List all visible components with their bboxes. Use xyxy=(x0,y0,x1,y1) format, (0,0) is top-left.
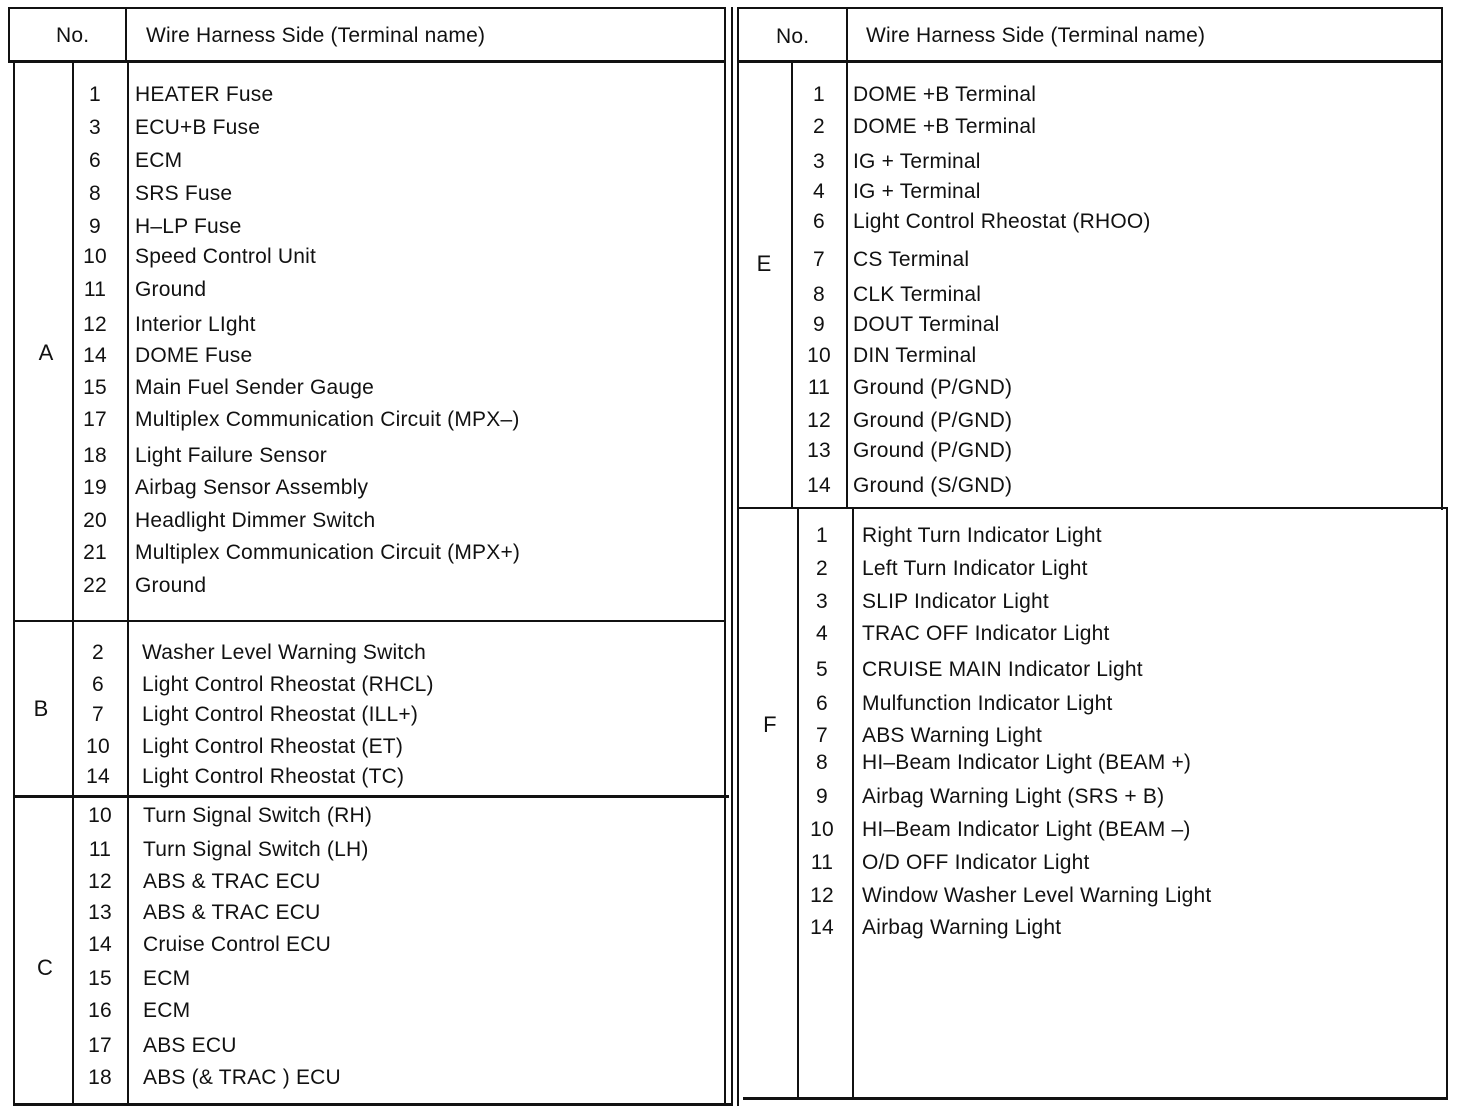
terminal-number-e-3: 3 xyxy=(813,150,825,173)
terminal-number-a-19: 19 xyxy=(83,476,107,499)
terminal-number-f-11: 11 xyxy=(810,851,834,874)
terminal-name-c-13: ABS & TRAC ECU xyxy=(143,901,321,924)
terminal-number-c-18: 18 xyxy=(88,1066,112,1089)
terminal-name-c-15: ECM xyxy=(143,967,191,990)
terminal-name-f-4: TRAC OFF Indicator Light xyxy=(862,622,1110,645)
terminal-name-e-3: IG + Terminal xyxy=(853,150,981,173)
terminal-number-a-3: 3 xyxy=(89,116,101,139)
terminal-number-f-8: 8 xyxy=(816,751,828,774)
terminal-number-b-14: 14 xyxy=(86,765,110,788)
terminal-number-c-17: 17 xyxy=(88,1034,112,1057)
terminal-number-a-8: 8 xyxy=(89,182,101,205)
terminal-name-a-22: Ground xyxy=(135,574,207,597)
right-table-border-right-lower xyxy=(1446,508,1448,1099)
left-table-header-divider xyxy=(125,7,127,63)
terminal-name-c-18: ABS (& TRAC ) ECU xyxy=(143,1066,341,1089)
terminal-number-a-14: 14 xyxy=(83,344,107,367)
terminal-name-e-4: IG + Terminal xyxy=(853,180,981,203)
terminal-number-e-12: 12 xyxy=(807,409,831,432)
terminal-number-e-1: 1 xyxy=(813,83,825,106)
terminal-name-f-12: Window Washer Level Warning Light xyxy=(862,884,1212,907)
terminal-name-a-18: Light Failure Sensor xyxy=(135,444,327,467)
terminal-number-a-12: 12 xyxy=(83,313,107,336)
group-label-c: C xyxy=(36,955,54,980)
terminal-name-f-14: Airbag Warning Light xyxy=(862,916,1062,939)
terminal-name-f-5: CRUISE MAIN Indicator Light xyxy=(862,658,1143,681)
left-table-border-right xyxy=(724,7,726,1106)
terminal-name-c-14: Cruise Control ECU xyxy=(143,933,331,956)
terminal-number-c-10: 10 xyxy=(88,804,112,827)
terminal-number-a-21: 21 xyxy=(83,541,107,564)
terminal-number-a-9: 9 xyxy=(89,215,101,238)
terminal-name-e-2: DOME +B Terminal xyxy=(853,115,1037,138)
terminal-name-f-8: HI–Beam Indicator Light (BEAM +) xyxy=(862,751,1192,774)
terminal-number-c-12: 12 xyxy=(88,870,112,893)
terminal-name-f-7: ABS Warning Light xyxy=(862,724,1043,747)
terminal-number-f-4: 4 xyxy=(816,622,828,645)
terminal-name-e-9: DOUT Terminal xyxy=(853,313,1000,336)
terminal-name-a-6: ECM xyxy=(135,149,183,172)
terminal-number-f-9: 9 xyxy=(816,785,828,808)
right-table-border-top xyxy=(737,7,1443,9)
center-double-rule-a xyxy=(731,7,733,1106)
terminal-name-a-20: Headlight Dimmer Switch xyxy=(135,509,376,532)
group-label-f: F xyxy=(763,712,777,737)
terminal-number-e-14: 14 xyxy=(807,474,831,497)
right-header-terminal-name: Wire Harness Side (Terminal name) xyxy=(866,24,1206,47)
right-table-header-rule xyxy=(737,60,1443,63)
left-header-no: No. xyxy=(56,24,90,47)
terminal-number-c-14: 14 xyxy=(88,933,112,956)
terminal-name-c-16: ECM xyxy=(143,999,191,1022)
left-table-border-bottom xyxy=(13,1103,731,1106)
terminal-name-e-13: Ground (P/GND) xyxy=(853,439,1013,462)
terminal-number-f-2: 2 xyxy=(816,557,828,580)
right-header-no: No. xyxy=(776,25,810,48)
terminal-number-c-11: 11 xyxy=(88,838,112,861)
right-table-border-bottom xyxy=(743,1097,1448,1100)
terminal-number-a-11: 11 xyxy=(83,278,107,301)
right-table-header-divider xyxy=(846,7,848,63)
terminal-number-a-10: 10 xyxy=(83,245,107,268)
terminal-number-e-8: 8 xyxy=(813,283,825,306)
terminal-number-c-13: 13 xyxy=(88,901,112,924)
terminal-name-e-12: Ground (P/GND) xyxy=(853,409,1013,432)
terminal-number-a-1: 1 xyxy=(89,83,101,106)
terminal-name-e-11: Ground (P/GND) xyxy=(853,376,1013,399)
terminal-number-b-2: 2 xyxy=(92,641,104,664)
terminal-name-a-17: Multiplex Communication Circuit (MPX–) xyxy=(135,408,520,431)
terminal-number-e-13: 13 xyxy=(807,439,831,462)
terminal-number-b-10: 10 xyxy=(86,735,110,758)
terminal-number-f-14: 14 xyxy=(810,916,834,939)
terminal-number-f-5: 5 xyxy=(816,658,828,681)
left-table-border-top xyxy=(8,7,726,9)
terminal-number-e-2: 2 xyxy=(813,115,825,138)
terminal-name-f-1: Right Turn Indicator Light xyxy=(862,524,1102,547)
terminal-name-f-2: Left Turn Indicator Light xyxy=(862,557,1088,580)
terminal-number-a-17: 17 xyxy=(83,408,107,431)
terminal-name-a-9: H–LP Fuse xyxy=(135,215,242,238)
left-table-group-rule-bc xyxy=(13,795,729,798)
terminal-number-f-7: 7 xyxy=(816,724,828,747)
terminal-name-a-3: ECU+B Fuse xyxy=(135,116,261,139)
terminal-name-c-17: ABS ECU xyxy=(143,1034,237,1057)
terminal-name-e-14: Ground (S/GND) xyxy=(853,474,1013,497)
terminal-number-c-16: 16 xyxy=(88,999,112,1022)
terminal-number-f-12: 12 xyxy=(810,884,834,907)
terminal-name-e-6: Light Control Rheostat (RHOO) xyxy=(853,210,1151,233)
terminal-number-a-15: 15 xyxy=(83,376,107,399)
terminal-name-c-10: Turn Signal Switch (RH) xyxy=(143,804,373,827)
terminal-name-a-8: SRS Fuse xyxy=(135,182,233,205)
terminal-number-f-6: 6 xyxy=(816,692,828,715)
left-table-group-rule-ab xyxy=(13,620,726,622)
terminal-name-b-6: Light Control Rheostat (RHCL) xyxy=(142,673,434,696)
terminal-name-a-11: Ground xyxy=(135,278,207,301)
terminal-name-a-1: HEATER Fuse xyxy=(135,83,274,106)
left-table-border-left-lower xyxy=(13,60,15,1106)
left-table-border-left xyxy=(8,7,10,62)
terminal-name-a-14: DOME Fuse xyxy=(135,344,253,367)
terminal-number-f-3: 3 xyxy=(816,590,828,613)
terminal-name-b-2: Washer Level Warning Switch xyxy=(142,641,426,664)
terminal-name-a-21: Multiplex Communication Circuit (MPX+) xyxy=(135,541,521,564)
terminal-name-a-19: Airbag Sensor Assembly xyxy=(135,476,369,499)
terminal-number-e-9: 9 xyxy=(813,313,825,336)
group-label-e: E xyxy=(756,251,772,276)
right-table-group-rule-ef xyxy=(737,507,1448,509)
terminal-number-e-11: 11 xyxy=(807,376,831,399)
terminal-name-e-10: DIN Terminal xyxy=(853,344,977,367)
terminal-name-a-10: Speed Control Unit xyxy=(135,245,317,268)
center-double-rule-b xyxy=(737,7,739,1106)
terminal-number-c-15: 15 xyxy=(88,967,112,990)
group-label-a: A xyxy=(38,340,54,365)
terminal-name-f-10: HI–Beam Indicator Light (BEAM –) xyxy=(862,818,1191,841)
terminal-number-a-6: 6 xyxy=(89,149,101,172)
terminal-number-a-20: 20 xyxy=(83,509,107,532)
group-label-b: B xyxy=(33,696,49,721)
terminal-number-f-1: 1 xyxy=(816,524,828,547)
terminal-name-c-11: Turn Signal Switch (LH) xyxy=(143,838,369,861)
terminal-name-a-15: Main Fuel Sender Gauge xyxy=(135,376,375,399)
terminal-name-f-3: SLIP Indicator Light xyxy=(862,590,1049,613)
terminal-number-b-6: 6 xyxy=(92,673,104,696)
terminal-name-f-9: Airbag Warning Light (SRS + B) xyxy=(862,785,1165,808)
terminal-number-b-7: 7 xyxy=(92,703,104,726)
terminal-name-f-11: O/D OFF Indicator Light xyxy=(862,851,1090,874)
left-table-header-rule xyxy=(8,60,726,63)
right-table-number-divider-lower xyxy=(852,508,854,1099)
terminal-name-c-12: ABS & TRAC ECU xyxy=(143,870,321,893)
terminal-number-e-10: 10 xyxy=(807,344,831,367)
terminal-name-e-7: CS Terminal xyxy=(853,248,970,271)
terminal-name-f-6: Mulfunction Indicator Light xyxy=(862,692,1113,715)
left-header-terminal-name: Wire Harness Side (Terminal name) xyxy=(146,24,486,47)
terminal-number-f-10: 10 xyxy=(810,818,834,841)
terminal-name-e-1: DOME +B Terminal xyxy=(853,83,1037,106)
terminal-name-a-12: Interior LIght xyxy=(135,313,256,336)
terminal-number-e-7: 7 xyxy=(813,248,825,271)
terminal-number-e-4: 4 xyxy=(813,180,825,203)
terminal-number-a-18: 18 xyxy=(83,444,107,467)
right-table-border-right xyxy=(1441,7,1443,510)
terminal-name-b-7: Light Control Rheostat (ILL+) xyxy=(142,703,419,726)
terminal-name-e-8: CLK Terminal xyxy=(853,283,982,306)
terminal-number-a-22: 22 xyxy=(83,574,107,597)
terminal-number-e-6: 6 xyxy=(813,210,825,233)
terminal-name-b-14: Light Control Rheostat (TC) xyxy=(142,765,405,788)
terminal-name-b-10: Light Control Rheostat (ET) xyxy=(142,735,404,758)
